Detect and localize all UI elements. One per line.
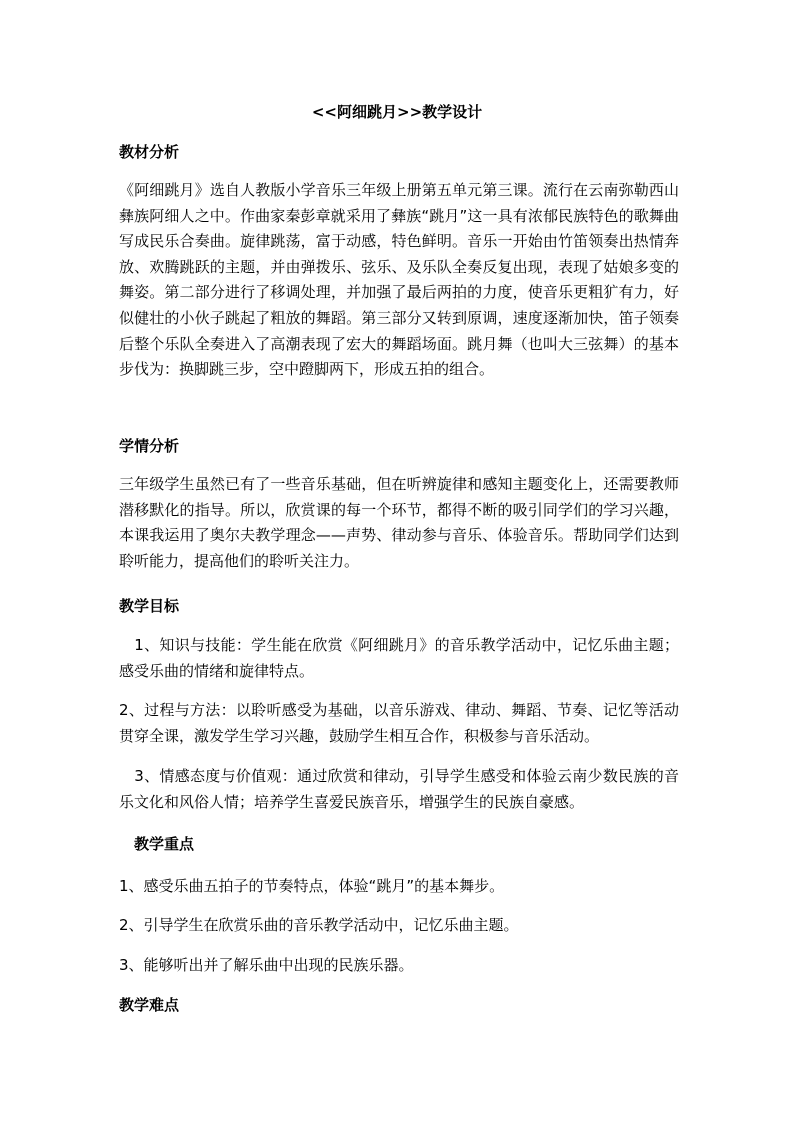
objective-item-1: 1、知识与技能：学生能在欣赏《阿细跳月》的音乐教学活动中，记忆乐曲主题；感受乐曲的情绪和旋律特点。 (119, 636, 679, 680)
section-heading-students: 学情分析 (119, 437, 180, 455)
section-heading-difficulties: 教学难点 (119, 996, 180, 1014)
students-paragraph: 三年级学生虽然已有了一些音乐基础，但在听辨旋律和感知主题变化上，还需要教师潜移默化的指导。所以，欣赏课的每一个环节，都得不断的吸引同学们的学习兴趣，本课我运用了奥尔夫教学理念——声势、律动参与音乐、体验音乐。帮助同学们达到聆听能力，提高他们的聆听关注力。 (119, 475, 679, 570)
key-point-item-2: 2、引导学生在欣赏乐曲的音乐教学活动中，记忆乐曲主题。 (119, 916, 519, 934)
document-title: <<阿细跳月>>教学设计 (311, 103, 483, 121)
section-heading-materials: 教材分析 (119, 143, 180, 161)
key-point-item-3: 3、能够听出并了解乐曲中出现的民族乐器。 (119, 956, 414, 974)
key-point-item-1: 1、感受乐曲五拍子的节奏特点，体验“跳月”的基本舞步。 (119, 877, 505, 895)
objective-item-2: 2、过程与方法：以聆听感受为基础，以音乐游戏、律动、舞蹈、节奏、记忆等活动贯穿全课，激发学生学习兴趣，鼓励学生相互合作，积极参与音乐活动。 (119, 701, 679, 745)
section-heading-key-points: 教学重点 (119, 835, 195, 853)
section-heading-objectives: 教学目标 (119, 597, 180, 615)
objective-item-3: 3、情感态度与价值观：通过欣赏和律动，引导学生感受和体验云南少数民族的音乐文化和风俗人情；培养学生喜爱民族音乐，增强学生的民族自豪感。 (119, 767, 679, 811)
materials-paragraph: 《阿细跳月》选自人教版小学音乐三年级上册第五单元第三课。流行在云南弥勒西山彝族阿细人之中。作曲家秦彭章就采用了彝族“跳月”这一具有浓郁民族特色的歌舞曲写成民乐合奏曲。旋律跳荡，富于动感，特色鲜明。音乐一开始由竹笛领奏出热情奔放、欢腾跳跃的主题，并由弹拨乐、弦乐、及乐队全奏反复出现，表现了姑娘多变的舞姿。第二部分进行了移调处理，并加强了最后两拍的力度，使音乐更粗犷有力，好似健壮的小伙子跳起了粗放的舞蹈。第三部分又转到原调，速度逐渐加快，笛子领奏后整个乐队全奏进入了高潮表现了宏大的舞蹈场面。跳月舞（也叫大三弦舞）的基本步伐为：换脚跳三步，空中蹬脚两下，形成五拍的组合。 (119, 181, 679, 379)
